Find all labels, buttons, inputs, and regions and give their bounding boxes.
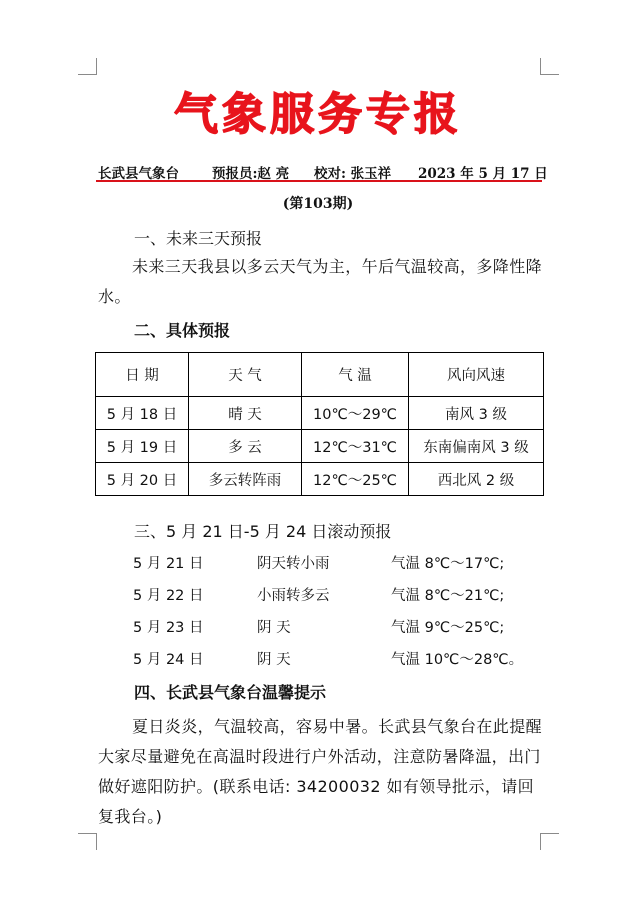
issue-number: (第103期)	[282, 196, 354, 212]
rolling-date: 5 月 21 日	[133, 556, 204, 572]
table-cell: 晴 天	[189, 397, 302, 430]
section-heading: 一、未来三天预报	[134, 229, 263, 248]
table-header-row	[96, 353, 544, 397]
station-name: 长武县气象台	[98, 166, 179, 182]
section-heading: 二、具体预报	[134, 321, 231, 340]
table-header-cell: 日 期	[96, 353, 189, 397]
rolling-temp: 气温 8℃～17℃;	[391, 556, 505, 572]
section-heading: 三、5 月 21 日-5 月 24 日滚动预报	[134, 522, 392, 541]
header-rule	[96, 180, 542, 182]
rolling-weather: 阴 天	[257, 652, 291, 668]
table-cell: 12℃～31℃	[302, 430, 409, 463]
section-paragraph: 未来三天我县以多云天气为主，午后气温较高，多降性降水。	[98, 257, 543, 306]
rolling-forecast-item	[133, 552, 553, 572]
rolling-forecast-item	[133, 616, 553, 636]
page-corner-mark	[540, 58, 559, 75]
info-row	[96, 162, 548, 182]
table-cell: 10℃～29℃	[302, 397, 409, 430]
table-cell: 多 云	[189, 430, 302, 463]
table-cell: 东南偏南风 3 级	[409, 430, 544, 463]
table-cell: 西北风 2 级	[409, 463, 544, 496]
forecast-table	[95, 352, 544, 496]
table-cell: 5 月 19 日	[96, 430, 189, 463]
issue-date: 2023 年 5 月 17 日	[418, 166, 548, 182]
rolling-forecast-item	[133, 584, 553, 604]
rolling-weather: 阴天转小雨	[257, 556, 330, 572]
rolling-date: 5 月 22 日	[133, 588, 204, 604]
rolling-temp: 气温 10℃～28℃。	[391, 652, 524, 668]
page-corner-mark	[540, 833, 559, 850]
proofreader: 校对: 张玉祥	[314, 166, 392, 182]
table-cell: 多云转阵雨	[189, 463, 302, 496]
rolling-weather: 阴 天	[257, 620, 291, 636]
table-cell: 5 月 20 日	[96, 463, 189, 496]
table-row	[96, 397, 544, 430]
section-paragraph: 夏日炎炎，气温较高，容易中暑。长武县气象台在此提醒大家尽量避免在高温时段进行户外活动，注意防暑降温，出门做好遮阳防护。(联系电话: 34200032 如有领导批示，请回复我台。)	[98, 717, 543, 826]
rolling-date: 5 月 24 日	[133, 652, 204, 668]
page-corner-mark	[78, 58, 97, 75]
table-header-cell: 气 温	[302, 353, 409, 397]
rolling-temp: 气温 8℃～21℃;	[391, 588, 505, 604]
table-header-cell: 天 气	[189, 353, 302, 397]
table-row	[96, 463, 544, 496]
forecaster: 预报员:赵 亮	[212, 166, 290, 182]
rolling-date: 5 月 23 日	[133, 620, 204, 636]
rolling-temp: 气温 9℃～25℃;	[391, 620, 505, 636]
rolling-weather: 小雨转多云	[257, 588, 330, 604]
table-cell: 12℃～25℃	[302, 463, 409, 496]
table-row	[96, 430, 544, 463]
table-cell: 南风 3 级	[409, 397, 544, 430]
page-corner-mark	[78, 833, 97, 850]
section-heading: 四、长武县气象台温馨提示	[134, 683, 327, 702]
rolling-forecast-item	[133, 648, 553, 668]
table-header-cell: 风向风速	[409, 353, 544, 397]
document-title: 气象服务专报	[174, 89, 462, 140]
table-cell: 5 月 18 日	[96, 397, 189, 430]
